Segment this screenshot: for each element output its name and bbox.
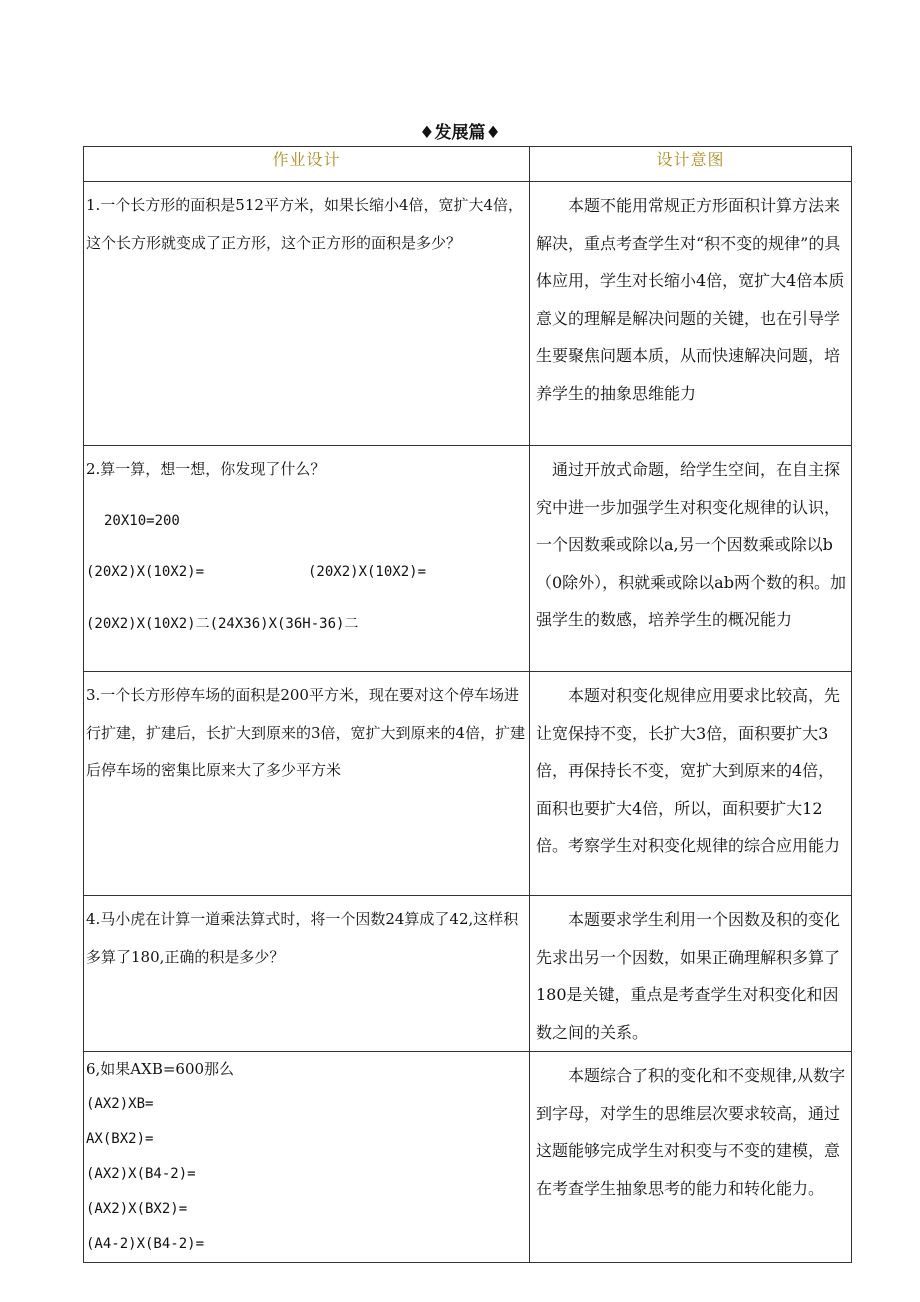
question-6-text: 6,如果AXB=600那么 xyxy=(86,1060,235,1078)
formula-line: (AX2)X(B4-2)= xyxy=(86,1166,196,1182)
formula-line: (AX2)X(BX2)= xyxy=(86,1201,188,1217)
intent-cell xyxy=(530,896,852,1052)
header-homework-design: 作业设计 xyxy=(84,147,530,182)
formula-row xyxy=(86,554,526,592)
intent-1-text: 本题不能用常规正方形面积计算方法来解决，重点考查学生对“积不变的规律”的具体应用，学生对长缩小4倍，宽扩大4倍本质意义的理解是解决问题的关键，也在引导学生要聚焦问题本质，从而快速解决问题，培养学生的抽象思维能力 xyxy=(536,196,845,403)
homework-design-table xyxy=(83,146,852,1263)
question-4-text: 4.马小虎在计算一道乘法算式时，将一个因数24算成了42,这样积多算了180,正确的积是多少？ xyxy=(86,910,519,966)
table-row xyxy=(84,896,852,1052)
table-row xyxy=(84,446,852,672)
formula-line: AX(BX2)= xyxy=(86,1131,154,1147)
table-row xyxy=(84,1052,852,1263)
intent-2-text: 通过开放式命题，给学生空间，在自主探究中进一步加强学生对积变化规律的认识，一个因数乘或除以a,另一个因数乘或除以b（0除外），积就乘或除以ab两个数的积。加强学生的数感，培养学生的概况能力 xyxy=(536,460,846,629)
intent-cell xyxy=(530,446,852,672)
question-2-text: 2.算一算，想一想，你发现了什么？ xyxy=(86,460,326,478)
formula-line: (A4-2)X(B4-2)= xyxy=(86,1236,205,1252)
formula-line: (20X2)X(10X2)二(24X36)X(36H-36)二 xyxy=(86,615,359,632)
intent-cell xyxy=(530,672,852,896)
formula-line: (20X2)X(10X2)= xyxy=(86,564,205,580)
question-6-block xyxy=(84,1052,529,1262)
question-cell xyxy=(84,896,530,1052)
formula-line: (AX2)XB= xyxy=(86,1096,154,1112)
intent-cell xyxy=(530,182,852,446)
question-2-block xyxy=(84,446,529,671)
question-1-text: 1.一个长方形的面积是512平方米，如果长缩小4倍，宽扩大4倍，这个长方形就变成了正方形，这个正方形的面积是多少？ xyxy=(86,196,524,252)
table-row xyxy=(84,182,852,446)
header-design-intent: 设计意图 xyxy=(530,147,852,182)
question-cell xyxy=(84,182,530,446)
question-cell xyxy=(84,672,530,896)
question-3-text: 3.一个长方形停车场的面积是200平方米，现在要对这个停车场进行扩建，扩建后，长扩大到原来的3倍，宽扩大到原来的4倍，扩建后停车场的密集比原来大了多少平方米 xyxy=(86,686,526,779)
intent-6-text: 本题综合了积的变化和不变规律,从数字到字母，对学生的思维层次要求较高，通过这题能够完成学生对积变与不变的建模，意在考查学生抽象思考的能力和转化能力。 xyxy=(536,1066,846,1198)
formula-line: (20X2)X(10X2)= xyxy=(308,564,427,580)
question-cell xyxy=(84,1052,530,1263)
formula-line: 20X10=200 xyxy=(104,512,180,529)
page-title: ♦发展篇♦ xyxy=(419,123,501,143)
question-cell xyxy=(84,446,530,672)
table-header-row xyxy=(84,147,852,182)
table-row xyxy=(84,672,852,896)
intent-4-text: 本题要求学生利用一个因数及积的变化先求出另一个因数，如果正确理解积多算了180是关键，重点是考查学生对积变化和因数之间的关系。 xyxy=(536,910,841,1042)
intent-cell xyxy=(530,1052,852,1263)
intent-3-text: 本题对积变化规律应用要求比较高，先让宽保持不变，长扩大3倍，面积要扩大3倍，再保持长不变，宽扩大到原来的4倍，面积也要扩大4倍，所以，面积要扩大12倍。考察学生对积变化规律的综合应用能力 xyxy=(536,686,841,855)
